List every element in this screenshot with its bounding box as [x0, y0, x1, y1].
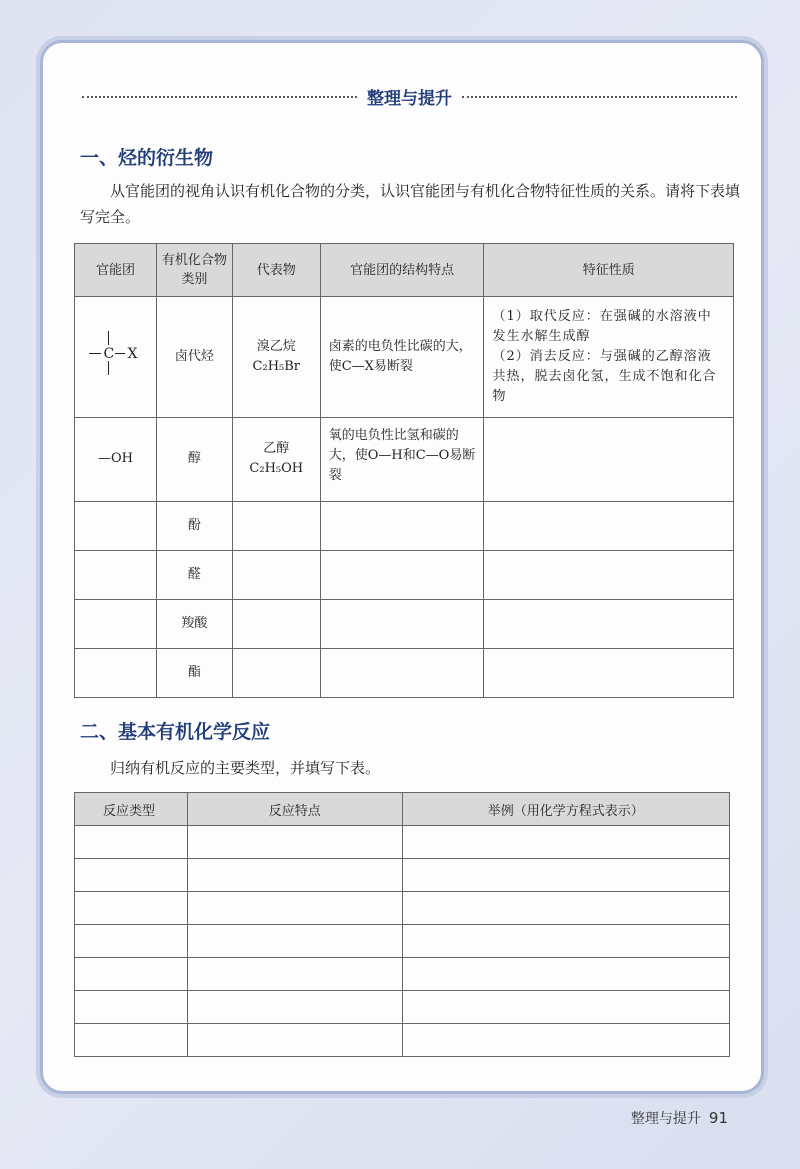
table-row-phenol: [75, 502, 734, 551]
cell-empty: [75, 892, 188, 925]
table-row-aldehyde: [75, 551, 734, 600]
cell-empty: [75, 1024, 188, 1057]
table-header-row: [75, 244, 734, 297]
cell-empty: [402, 925, 729, 958]
cell-empty: [402, 958, 729, 991]
cell-empty: [320, 600, 484, 649]
header-functional-group: 官能团: [75, 244, 157, 297]
cell-empty: [320, 551, 484, 600]
header-category: 有机化合物类别: [156, 244, 232, 297]
rep-name: 溴乙烷: [256, 339, 296, 354]
c-x-structure-icon: C X: [85, 329, 145, 379]
cell-empty: [402, 859, 729, 892]
cell-representative: [232, 418, 320, 502]
header-structure: 官能团的结构特点: [320, 244, 484, 297]
rep-name: 乙醇: [263, 441, 290, 456]
cell-empty: [402, 826, 729, 859]
cell-empty: [75, 991, 188, 1024]
page-footer: [631, 1108, 728, 1128]
cell-empty: [75, 826, 188, 859]
header-representative: 代表物: [232, 244, 320, 297]
section2-heading: 二、基本有机化学反应: [80, 721, 271, 743]
table-row: [75, 1024, 730, 1057]
derivatives-table: [74, 243, 734, 698]
table-row: [75, 925, 730, 958]
cell-group-cx: [75, 297, 157, 418]
section2-paragraph: 归纳有机反应的主要类型，并填写下表。: [110, 759, 381, 777]
table-row-haloalkane: [75, 297, 734, 418]
cell-empty: [320, 649, 484, 698]
cell-empty: [232, 551, 320, 600]
cell-structure: 氧的电负性比氢和碳的大，使O—H和C—O易断裂: [320, 418, 484, 502]
table-row: [75, 826, 730, 859]
cell-empty: [484, 551, 734, 600]
header-reaction-type: 反应类型: [75, 793, 188, 826]
footer-label: 整理与提升: [630, 1111, 701, 1127]
page-number: 91: [708, 1109, 728, 1127]
cell-category: 羧酸: [156, 600, 232, 649]
cell-representative: [232, 297, 320, 418]
cell-property-empty: [484, 418, 734, 502]
section-banner: [82, 84, 737, 108]
cell-category: 卤代烃: [156, 297, 232, 418]
header-property: 特征性质: [484, 244, 734, 297]
table-row: [75, 859, 730, 892]
table-row-alcohol: [75, 418, 734, 502]
property-2: （2）消去反应：与强碱的乙醇溶液共热，脱去卤化氢，生成不饱和化合物: [492, 349, 717, 404]
cell-empty: [402, 892, 729, 925]
cell-empty: [402, 1024, 729, 1057]
cell-empty: [75, 502, 157, 551]
table-row: [75, 991, 730, 1024]
cell-empty: [484, 502, 734, 551]
cell-empty: [187, 859, 402, 892]
cell-empty: [232, 600, 320, 649]
header-example: 举例（用化学方程式表示）: [402, 793, 729, 826]
cell-empty: [187, 826, 402, 859]
cell-empty: [75, 859, 188, 892]
table-row-ester: [75, 649, 734, 698]
cell-empty: [187, 991, 402, 1024]
table-row: [75, 892, 730, 925]
cell-empty: [320, 502, 484, 551]
cell-empty: [187, 1024, 402, 1057]
cell-category: 醛: [156, 551, 232, 600]
banner-dots-right: [462, 96, 737, 98]
property-1: （1）取代反应：在强碱的水溶液中发生水解生成醇: [492, 309, 712, 344]
table-row: [75, 958, 730, 991]
cell-empty: [75, 649, 157, 698]
table-header-row: [75, 793, 730, 826]
banner-title: 整理与提升: [367, 88, 452, 109]
section1-heading: 一、烃的衍生物: [80, 147, 214, 169]
rep-formula: C₂H₅Br: [252, 359, 301, 374]
cell-category: 酚: [156, 502, 232, 551]
cell-empty: [75, 925, 188, 958]
cell-empty: [187, 958, 402, 991]
banner-dots-left: [82, 96, 357, 98]
cell-empty: [484, 600, 734, 649]
cell-empty: [75, 600, 157, 649]
cell-empty: [484, 649, 734, 698]
table-row-carboxylic-acid: [75, 600, 734, 649]
cell-empty: [75, 551, 157, 600]
cell-property: [484, 297, 734, 418]
rep-formula: C₂H₅OH: [249, 461, 304, 476]
cell-empty: [187, 925, 402, 958]
cell-empty: [402, 991, 729, 1024]
cell-empty: [187, 892, 402, 925]
cell-empty: [232, 649, 320, 698]
cell-group-oh: —OH: [75, 418, 157, 502]
cell-category: 酯: [156, 649, 232, 698]
header-reaction-feature: 反应特点: [187, 793, 402, 826]
cell-structure: 卤素的电负性比碳的大，使C—X易断裂: [320, 297, 484, 418]
cell-category: 醇: [156, 418, 232, 502]
reactions-table: [74, 792, 730, 1057]
cell-empty: [232, 502, 320, 551]
section1-paragraph: 从官能团的视角认识有机化合物的分类，认识官能团与有机化合物特征性质的关系。请将下表填写完全。: [80, 182, 741, 226]
cell-empty: [75, 958, 188, 991]
